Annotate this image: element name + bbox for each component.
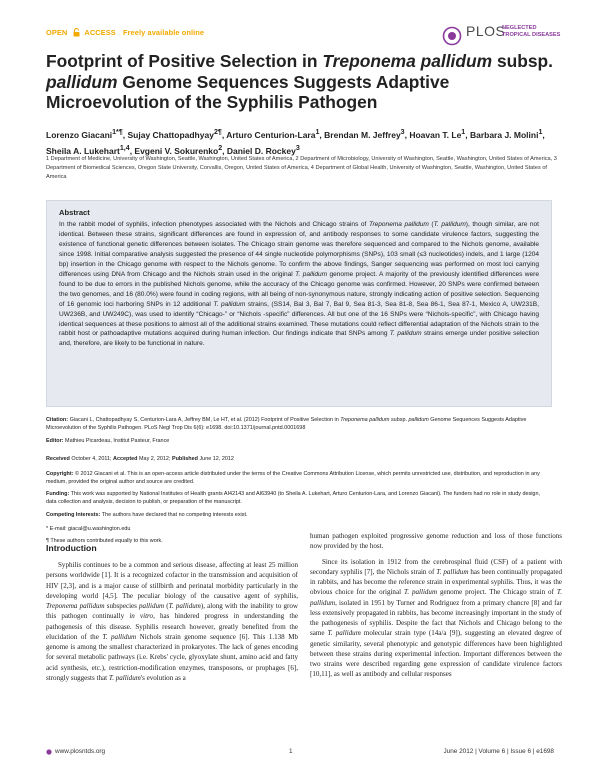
editor-line: Editor: Mathieu Picardeau, Institut Pasteur, France bbox=[46, 438, 170, 444]
citation-block: Citation: Giacani L, Chattopadhyay S, Centurion-Lara A, Jeffrey BM, Le HT, et al. (2012) Footprint of Positive Selection in Treponema pallidum subsp. pallidum Genome Sequences Suggests Adaptive Microevolution of the Syphilis Pathogen. PLoS Negl Trop Dis 6(6): e1698. doi:10.1371/journal.pntd.0001698 bbox=[46, 417, 527, 432]
abstract-heading: Abstract bbox=[59, 208, 90, 217]
journal-subtitle: NEGLECTED TROPICAL DISEASES bbox=[502, 25, 561, 38]
open-access-lock-icon bbox=[73, 28, 80, 39]
journal-wordmark: PLOS bbox=[466, 23, 506, 39]
introduction-heading: Introduction bbox=[46, 543, 97, 553]
access-label: ACCESS bbox=[84, 28, 116, 37]
abstract-box bbox=[46, 200, 552, 407]
journal-header bbox=[46, 22, 560, 54]
abstract-text: In the rabbit model of syphilis, infection phenotypes associated with the Nichols and Chicago strains of Treponema pallidum (T. pallidum), though similar, are not identical. Between these strains, significant differences are found in expression of, and antibody responses to some candidate virulence factors, suggesting the existence of functional genetic differences between isolates. The Chicago strain genome was therefore sequenced and compared to the Nichols genome, available since 1998. Initial comparative analysis suggested the presence of 44 single nucleotide polymorphisms (SNPs), 103 small (≤3 nucleotides) indels, and 1 large (1204 bp) insertion in the Chicago genome with respect to the Nichols genome. To confirm the above findings, Sanger sequencing was performed on most loci carrying differences using DNA from Chicago and the Nichols strain used in the original T. pallidum genome project. A majority of the previously identified differences were found to be due to errors in the published Nichols genome, while the accuracy of the Chicago genome was confirmed. However, 20 SNPs were confirmed between the two genomes, and 16 (80.0%) were found in coding regions, with all being of non-synonymous nature, strongly indicating action of positive selection. Sequencing of 16 genomic loci harboring SNPs in 12 additional T. pallidum strains, (SS14, Bal 3, Bal 7, Bal 9, Sea 81-3, Sea 81-8, Sea 86-1, Sea 87-1, Mexico A, UW231B, UW236B, and UW249C), was used to identify “Chicago-” or “Nichols -specific” differences. All but one of the 16 SNPs were “Nichols-specific”, with Chicago having identical sequences at these positions to almost all of the additional strains examined. These mutations could reflect differential adaptation of the Nichols strain to the rabbit host or pathoadaptive mutations acquired during human infection. Our findings indicate that SNPs among T. pallidum strains emerge under positive selection and, therefore, are likely to be functional in nature. bbox=[59, 221, 539, 348]
affiliations: 1 Department of Medicine, University of Washington, Seattle, Washington, United States of America, 2 Department of Microbiology, University of Washington, Seattle, Washington, United States of America, 3 Department of Biomedical Sciences, Oregon State University, Corvallis, Oregon, United States of America, 4 Department of Global Health, University of Washington, Seattle, Washington, United States of America bbox=[46, 156, 557, 181]
intro-right-column bbox=[310, 531, 562, 680]
intro-paragraph-1: Syphilis continues to be a common and serious disease, affecting at least 25 million persons worldwide [1]. It is a recognized cofactor in the transmission and acquisition of HIV [2,3], and is a major cause of stillbirth and perinatal morbidity particularly in the developing world [4,5]. The peculiar biology of the causative agent of syphilis, Treponema pallidum subspecies pallidum (T. pallidum), along with the inability to grow this pathogen continually in vitro, has hindered progress in understanding the pathogenesis of this disease. Syphilis research however, greatly benefited from the elucidation of the T. pallidum Nichols strain genome sequence [6]. This 1.138 Mb genome is among the smallest characterized in prokaryotes. The lack of genes encoding for several metabolic pathways (i.e. Krebs' cycle, glyoxylate shunt, amino acid and fatty acid synthesis, etc.), restriction-modification enzymes, transposons, or prophages [6], strongly suggests that T. pallidum's evolution as a bbox=[46, 561, 299, 682]
page-footer bbox=[46, 748, 554, 762]
plos-logo-mark-icon bbox=[442, 26, 462, 46]
open-access-banner bbox=[46, 28, 204, 39]
article-title: Footprint of Positive Selection in Treponema pallidum subsp. pallidum Genome Sequences Suggests Adaptive Microevolution of the Syphilis Pathogen bbox=[46, 51, 553, 112]
funding-block: Funding: This work was supported by National Institutes of Health grants AI42143 and AI63940 (to Sheila A. Lukehart, Arturo Centurion-Lara, and Lorenzo Giacani). The funders had no role in study design, data collection and analysis, decision to publish, or preparation of the manuscript. bbox=[46, 491, 540, 506]
intro-paragraph-1-cont: human pathogen exploited progressive genome reduction and loss of those functions now provided by the host. bbox=[310, 532, 562, 551]
issue-info: June 2012 | Volume 6 | Issue 6 | e1698 bbox=[443, 748, 554, 755]
email-line[interactable]: * E-mail: giacal@u.washington.edu bbox=[46, 526, 131, 532]
author-list: Lorenzo Giacani$^{1*\P}$, Sujay Chattopadhyay$^{2\P}$, Arturo Centurion-Lara$^1$, Brendan M. Jeffrey$^3$, Hoavan T. Le$^1$, Barbara J. Molini$^1$, Sheila A. Lukehart$^{1,4}$, Evgeni V. Sokurenko$^2$, Daniel D. Rockey$^3$ bbox=[46, 128, 545, 157]
competing-interests-line: Competing Interests: The authors have declared that no competing interests exist. bbox=[46, 512, 248, 518]
intro-left-column bbox=[46, 560, 298, 683]
free-available-label: Freely available online bbox=[122, 28, 205, 37]
copyright-block: Copyright: © 2012 Giacani et al. This is an open-access article distributed under the terms of the Creative Commons Attribution License, which permits unrestricted use, distribution, and reproduction in any medium, provided the original author and source are credited. bbox=[46, 471, 540, 486]
page-number: 1 bbox=[289, 748, 293, 755]
journal-url-link[interactable]: www.plosntds.org bbox=[55, 748, 106, 755]
dates-line: Received October 4, 2011; Accepted May 2, 2012; Published June 12, 2012 bbox=[46, 456, 234, 462]
plos-ntd-logo bbox=[442, 22, 560, 54]
globe-icon bbox=[46, 749, 52, 757]
equal-contribution-note: ¶ These authors contributed equally to this work. bbox=[46, 538, 163, 544]
intro-paragraph-2: Since its isolation in 1912 from the cerebrospinal fluid (CSF) of a patient with secondary syphilis [7], the Nichols strain of T. pallidum has been continually propagated in rabbits, and has become the reference strain in experimental syphilis. Thus, it was the obvious choice for the original T. pallidum genome project. The Chicago strain of T. pallidum, isolated in 1951 by Turner and Rodriguez from a primary chancre [8] and far less extensively propagated in rabbits, has become increasingly important in the study of the pathogenesis of syphilis. Despite the fact that Nichols and Chicago belong to the same T. pallidum molecular strain type (14a/a [9]), suggesting an elevated degree of genetic similarity, several phenotypic and genotypic differences have been highlighted between these strains during experimental infection. Important differences between the two strains were described regarding gene expression of candidate virulence factors [10,11], as well as antibody and cellular responses bbox=[310, 557, 562, 679]
open-label: OPEN bbox=[46, 28, 68, 37]
